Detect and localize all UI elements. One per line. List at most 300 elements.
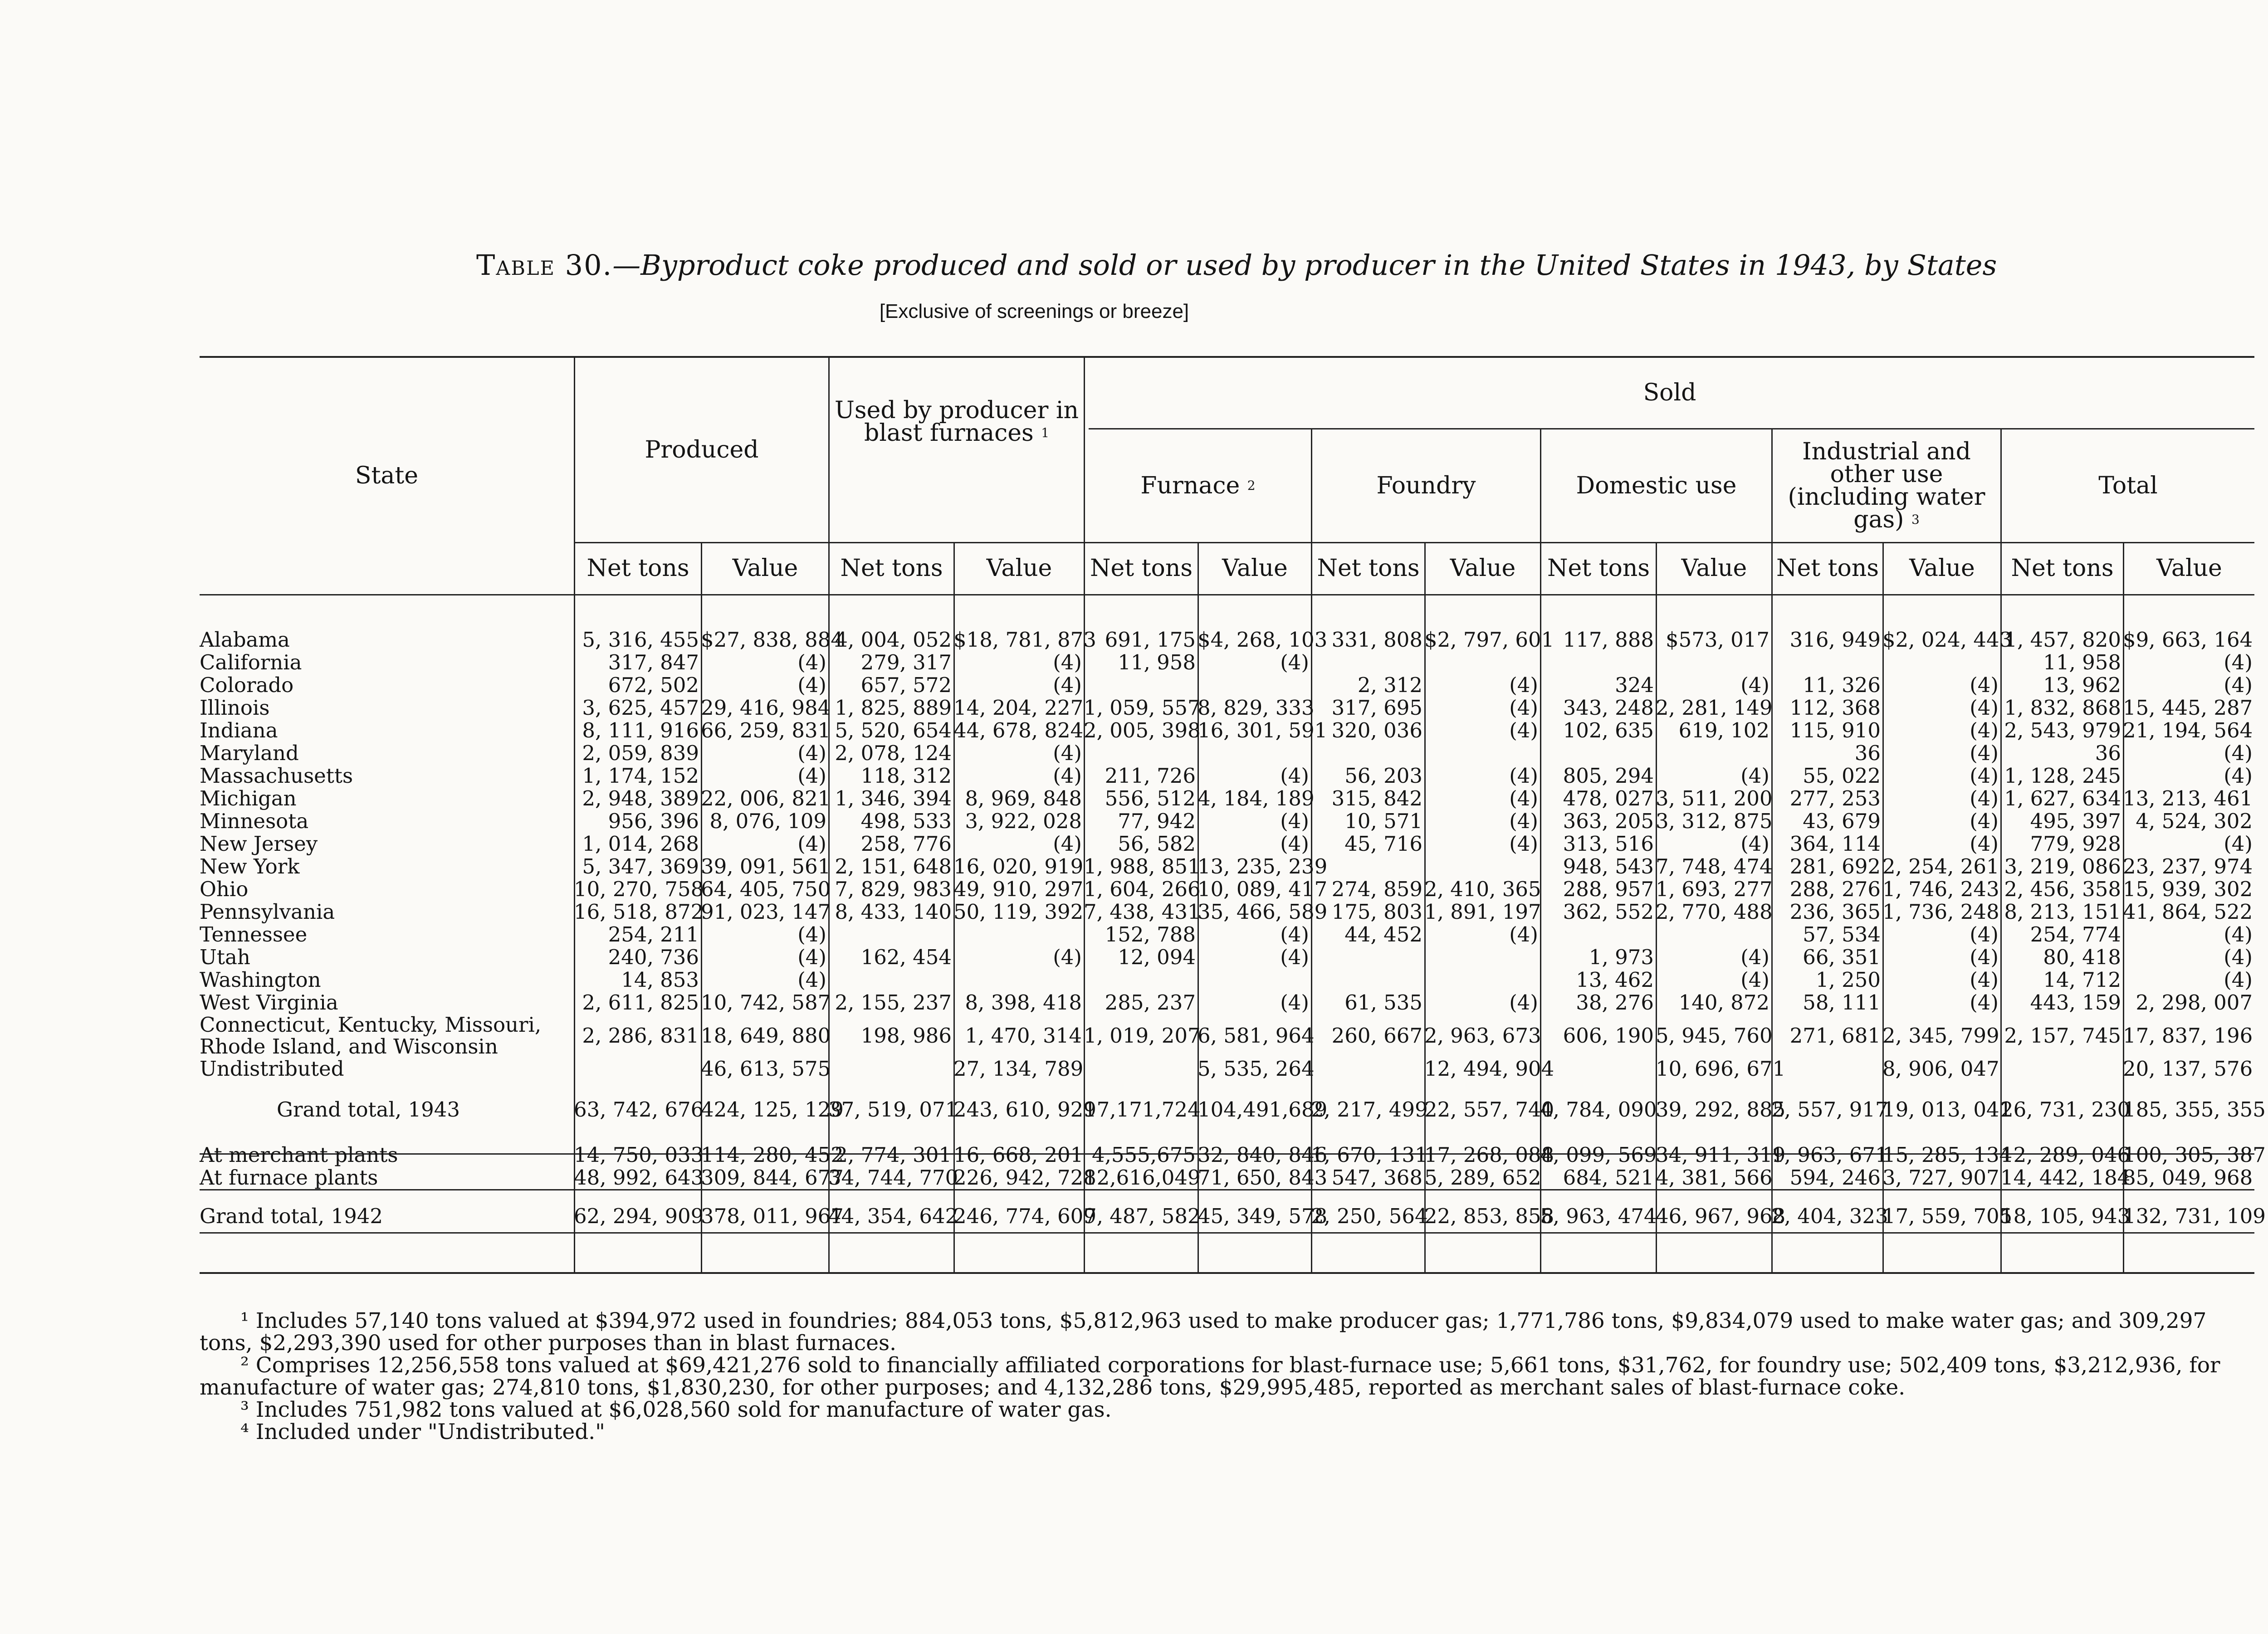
value-cell: 71, 650, 843 [1198,1166,1328,1190]
value-cell: (4) [2224,968,2253,992]
value-cell: 2, 151, 648 [835,854,952,878]
value-cell: 36 [2095,741,2121,765]
spacer-row [200,1189,2254,1205]
value-cell: 112, 368 [1789,696,1881,720]
footnote-1: ¹ Includes 57,140 tons valued at $394,972 used in foundries; 884,053 tons, $5,812,963 used to make producer gas; 1,771,786 tons, $9,834,079 used to make water gas; and 309,297 tons, $2,293,390 used for other purposes than in blast furnaces. [200,1308,2207,1356]
value-cell: (4) [1509,990,1538,1015]
value-cell: 18, 649, 880 [701,1024,831,1048]
value-cell: 309, 844, 677 [701,1166,844,1190]
state-cell: Ohio [200,877,249,901]
value-cell: (4) [1509,809,1538,833]
table-row [200,946,2254,969]
value-cell: 279, 317 [860,650,952,674]
value-cell: 198, 986 [860,1024,952,1048]
value-cell [953,923,1084,946]
value-cell: 498, 533 [860,809,952,833]
value-cell: 4,555,675 [1091,1143,1196,1167]
value-cell: $2, 024, 443 [1882,628,2013,652]
value-cell: 66, 259, 831 [701,718,831,742]
value-cell: 1, 973 [1589,945,1654,969]
value-cell: 56, 203 [1344,764,1422,788]
table-title [476,249,2028,282]
value-cell: 2, 155, 237 [835,990,952,1015]
value-cell: 100, 305, 387 [2123,1143,2266,1167]
value-cell: 140, 872 [1678,990,1769,1015]
value-cell: 324 [1615,673,1654,697]
table-row [200,855,2254,878]
subheader-net-tons: Net tons [1547,555,1650,582]
value-cell: 1, 627, 634 [2004,786,2121,810]
state-cell: Washington [200,968,321,992]
value-cell: 271, 681 [1789,1024,1881,1048]
header-furnace [1085,430,1311,541]
value-cell: (4) [1509,786,1538,810]
value-cell: 2, 298, 007 [2136,990,2253,1015]
value-cell: 45, 349, 578 [1198,1204,1328,1228]
value-cell: 77, 942 [1118,809,1196,833]
value-cell: 114, 280, 452 [701,1143,844,1167]
value-cell: 8, 111, 916 [582,718,699,742]
value-cell [1084,674,1198,697]
value-cell: 5, 316, 455 [582,628,699,652]
value-cell: $9, 663, 164 [2123,628,2253,652]
state-cell: Colorado [200,673,294,697]
state-cell: Illinois [200,696,270,720]
value-cell: (4) [1740,945,1769,969]
value-cell: (4) [1053,945,1082,969]
value-cell: 50, 119, 392 [953,900,1084,924]
value-cell: 10, 742, 587 [701,990,831,1015]
value-cell: 12, 289, 046 [2000,1143,2131,1167]
value-cell: 17, 837, 196 [2123,1024,2253,1048]
table-row [200,719,2254,742]
value-cell: 1, 250 [1815,968,1881,992]
value-cell: 17, 559, 705 [1882,1204,2013,1228]
value-cell: (4) [1970,764,1999,788]
value-cell: 1, 693, 277 [1656,877,1773,901]
value-cell: 16, 668, 201 [953,1143,1084,1167]
value-cell: 175, 803 [1331,900,1422,924]
state-cell: Pennsylvania [200,900,335,924]
footnote-ref-1: 1 [1041,425,1050,440]
table-row [200,1058,2254,1080]
subheader-value: Value [2156,555,2222,582]
state-cell: Indiana [200,718,278,742]
value-cell: 1, 457, 820 [2004,628,2121,652]
value-cell: 254, 774 [2030,922,2121,946]
value-cell [1771,1058,1882,1080]
value-cell: (4) [1970,922,1999,946]
value-cell: 36 [1854,741,1881,765]
value-cell: 8, 906, 047 [1882,1057,1999,1081]
value-cell: (4) [2224,741,2253,765]
value-cell: (4) [1280,990,1309,1015]
value-cell: (4) [1970,809,1999,833]
value-cell: 657, 572 [860,673,952,697]
value-cell: 15, 285, 134 [1882,1143,2013,1167]
value-cell: 14, 853 [621,968,699,992]
rule-top [200,356,2254,358]
value-cell: 691, 175 [1105,628,1196,652]
value-cell: 288, 957 [1563,877,1654,901]
value-cell: 2, 611, 825 [582,990,699,1015]
table-row [200,629,2254,651]
data-table [200,628,2266,1228]
subheader-net-tons: Net tons [1776,555,1879,582]
value-cell [1540,742,1656,765]
value-cell: 362, 552 [1563,900,1654,924]
value-cell: (4) [1509,764,1538,788]
state-cell: Utah [200,945,250,969]
header-used-by-producer [830,399,1084,476]
value-cell: 55, 022 [1803,764,1881,788]
value-cell: 8, 076, 109 [709,809,826,833]
value-cell [1540,923,1656,946]
value-cell: 320, 036 [1331,718,1422,742]
spacer-cell [200,1121,2254,1144]
value-cell: 162, 454 [860,945,952,969]
value-cell: (4) [1970,786,1999,810]
value-cell: 240, 736 [608,945,699,969]
value-cell: 34, 911, 319 [1656,1143,1786,1167]
value-cell: 45, 716 [1344,832,1422,856]
value-cell [1311,969,1424,991]
value-cell: 948, 543 [1563,854,1654,878]
value-cell: 2, 543, 979 [2004,718,2121,742]
value-cell: 13, 213, 461 [2123,786,2253,810]
spacer-cell [200,1189,2254,1205]
value-cell [1656,651,1771,674]
value-cell [1882,651,2000,674]
value-cell: 115, 910 [1789,718,1881,742]
value-cell: 80, 418 [2043,945,2121,969]
value-cell: 2, 286, 831 [582,1024,699,1048]
value-cell [1311,1058,1424,1080]
table-rows [200,628,2266,1228]
value-cell: (4) [797,741,826,765]
value-cell: 1, 670, 131 [1311,1143,1428,1167]
value-cell: (4) [1970,673,1999,697]
header-total: Total [2098,472,2158,499]
value-cell: 46, 613, 575 [701,1057,831,1081]
header-used-text: Used by producer in blast furnaces [835,397,1079,447]
value-cell: 117, 888 [1563,628,1654,652]
table-row [200,969,2254,991]
value-cell: 4, 099, 569 [1540,1143,1657,1167]
value-cell: 8, 969, 848 [965,786,1082,810]
value-cell: 49, 910, 297 [953,877,1084,901]
subheader-net-tons: Net tons [840,555,943,582]
rule-header-bottom [200,594,2254,595]
value-cell: (4) [1509,832,1538,856]
spacer-cell [200,1080,2254,1098]
value-cell: 672, 502 [608,673,699,697]
value-cell: 363, 205 [1563,809,1654,833]
value-cell: 4, 524, 302 [2136,809,2253,833]
value-cell: 5, 520, 654 [835,718,952,742]
value-cell [2000,1058,2123,1080]
value-cell: 1, 746, 243 [1882,877,1999,901]
value-cell: 1, 825, 889 [835,696,952,720]
value-cell: (4) [1509,718,1538,742]
table-label: Table 30. [476,249,613,282]
value-cell: 2, 059, 839 [582,741,699,765]
value-cell: 44, 678, 824 [953,718,1084,742]
value-cell [1424,946,1540,969]
header-foundry: Foundry [1376,472,1476,499]
value-cell: 57, 534 [1803,922,1881,946]
value-cell: 3, 219, 086 [2004,854,2121,878]
value-cell: (4) [1740,764,1769,788]
state-cell: California [200,650,302,674]
state-cell: Alabama [200,628,290,652]
value-cell: (4) [1053,673,1082,697]
header-domestic: Domestic use [1576,472,1737,499]
table-row [200,1014,2254,1058]
value-cell: 10, 571 [1344,809,1422,833]
value-cell: (4) [797,650,826,674]
value-cell: 2, 948, 389 [582,786,699,810]
value-cell [1084,742,1198,765]
value-cell [1540,651,1656,674]
value-cell: 23, 237, 974 [2123,854,2253,878]
value-cell: (4) [1740,832,1769,856]
value-cell: 12, 094 [1118,945,1196,969]
state-cell: Massachusetts [200,764,353,788]
table-row [200,787,2254,810]
value-cell: 1, 832, 868 [2004,696,2121,720]
value-cell: (4) [2224,922,2253,946]
header-industrial-text: Industrial and other use (including water gas) [1788,438,1985,533]
value-cell: (4) [1280,922,1309,946]
value-cell: 2, 774, 301 [835,1143,952,1167]
value-cell: 2, 410, 365 [1424,877,1541,901]
value-cell: $4, 268, 103 [1198,628,1328,652]
value-cell: 8, 433, 140 [835,900,952,924]
value-cell: (4) [1280,650,1309,674]
value-cell: 317, 695 [1331,696,1422,720]
value-cell: 4, 184, 189 [1198,786,1315,810]
state-cell: West Virginia [200,990,338,1015]
furnace-plants-row [200,1166,2254,1189]
value-cell: 5, 535, 264 [1198,1057,1315,1081]
value-cell: 1, 963, 671 [1771,1143,1888,1167]
value-cell: (4) [1280,764,1309,788]
value-cell: 254, 211 [608,922,699,946]
footnote-ref-3: 3 [1911,512,1920,527]
grand-total-1943-row [200,1098,2254,1121]
value-cell: 41, 864, 522 [2123,900,2253,924]
value-cell: 226, 942, 728 [953,1166,1096,1190]
value-cell: (4) [1053,832,1082,856]
value-cell: (4) [1053,741,1082,765]
value-cell [1424,855,1540,878]
value-cell: 3, 625, 457 [582,696,699,720]
value-cell: 277, 253 [1789,786,1881,810]
value-cell: 1, 470, 314 [965,1024,1082,1048]
subheader-net-tons: Net tons [587,555,689,582]
subheader-value: Value [1681,555,1747,582]
value-cell [1656,923,1771,946]
value-cell: 34, 744, 770 [828,1166,958,1190]
state-cell: Grand total, 1942 [200,1204,383,1228]
value-cell: 29, 416, 984 [701,696,831,720]
value-cell: (4) [1970,990,1999,1015]
value-cell: 12,616,049 [1084,1166,1201,1190]
value-cell: 58, 111 [1803,990,1881,1015]
value-cell: (4) [1970,832,1999,856]
table-row [200,923,2254,946]
value-cell: 22, 557, 740 [1424,1097,1554,1122]
value-cell: 5, 945, 760 [1656,1024,1773,1048]
state-cell: At furnace plants [200,1166,378,1190]
value-cell: 43, 679 [1803,809,1881,833]
value-cell [574,1058,701,1080]
spacer-row [200,1121,2254,1144]
subheader-net-tons: Net tons [2011,555,2114,582]
value-cell: $573, 017 [1665,628,1769,652]
value-cell: (4) [1970,741,1999,765]
value-cell: 19, 013, 041 [1882,1097,2013,1122]
value-cell: 64, 405, 750 [701,877,831,901]
value-cell: 13, 962 [2043,673,2121,697]
value-cell [828,1058,953,1080]
state-cell: Undistributed [200,1057,344,1081]
table-row [200,901,2254,923]
value-cell: 1, 128, 245 [2004,764,2121,788]
value-cell: 104,491,689 [1198,1097,1328,1122]
value-cell: 2, 250, 564 [1311,1204,1428,1228]
value-cell: 16, 518, 872 [574,900,704,924]
value-cell: 2, 078, 124 [835,741,952,765]
value-cell: 15, 445, 287 [2123,696,2253,720]
value-cell: (4) [1740,968,1769,992]
state-cell: Minnesota [200,809,309,833]
value-cell [1311,946,1424,969]
state-cell: Michigan [200,786,297,810]
value-cell: 7, 487, 582 [1084,1204,1201,1228]
value-cell: 16, 020, 919 [953,854,1084,878]
value-cell [1198,742,1311,765]
value-cell: 11, 326 [1803,673,1881,697]
value-cell: 132, 731, 109 [2123,1204,2266,1228]
value-cell: (4) [797,673,826,697]
value-cell: 3, 312, 875 [1656,809,1773,833]
value-cell: 2, 456, 358 [2004,877,2121,901]
value-cell: (4) [1053,650,1082,674]
value-cell: 6, 581, 964 [1198,1024,1315,1048]
value-cell: 39, 091, 561 [701,854,831,878]
spacer-row [200,1080,2254,1098]
value-cell: (4) [797,764,826,788]
value-cell: 2, 281, 149 [1656,696,1773,720]
value-cell: 285, 237 [1105,990,1196,1015]
subheader-net-tons: Net tons [1317,555,1420,582]
value-cell: 26, 731, 230 [2000,1097,2131,1122]
value-cell: 2, 770, 488 [1656,900,1773,924]
value-cell: 91, 023, 147 [701,900,831,924]
value-cell: (4) [1970,945,1999,969]
value-cell: (4) [797,832,826,856]
value-cell: 478, 027 [1563,786,1654,810]
value-cell: 281, 692 [1789,854,1881,878]
table-row [200,674,2254,697]
value-cell: 258, 776 [860,832,952,856]
value-cell: $18, 781, 873 [953,628,1096,652]
table-row [200,765,2254,787]
value-cell [1311,651,1424,674]
value-cell: 495, 397 [2030,809,2121,833]
value-cell: 343, 248 [1563,696,1654,720]
value-cell: 38, 276 [1576,990,1654,1015]
table-row [200,991,2254,1014]
header-produced: Produced [645,436,759,463]
value-cell: 4, 004, 052 [835,628,952,652]
subheader-value: Value [1450,555,1516,582]
footnote-ref-2: 2 [1247,478,1256,493]
value-cell [828,969,953,991]
table-row [200,697,2254,719]
value-cell: 46, 967, 968 [1656,1204,1786,1228]
value-cell: 8, 398, 418 [965,990,1082,1015]
value-cell: 37, 519, 071 [828,1097,958,1122]
value-cell [1311,855,1424,878]
footnote-2: ² Comprises 12,256,558 tons valued at $69,421,276 sold to financially affiliated corporations for blast-furnace use; 5,661 tons, $31,762, for foundry use; 502,409 tons, $3,212,936, for manufacture of water gas; 274,810 tons, $1,830,230, for other purposes; and 4,132,286 tons, $29,995,485, reported as merchant sales of blast-furnace coke. [200,1353,2220,1400]
rule-table-bottom [200,1272,2254,1274]
value-cell: (4) [1740,673,1769,697]
value-cell: 48, 992, 643 [574,1166,704,1190]
header-state: State [355,462,419,489]
value-cell: 1, 346, 394 [835,786,952,810]
value-cell: 2, 005, 398 [1084,718,1201,742]
value-cell: 313, 516 [1563,832,1654,856]
value-cell: 85, 049, 968 [2123,1166,2253,1190]
value-cell: 62, 294, 909 [574,1204,704,1228]
header-furnace-text: Furnace [1140,472,1240,499]
subheader-value: Value [1909,555,1975,582]
state-cell: New Jersey [200,832,318,856]
value-cell: 236, 365 [1789,900,1881,924]
value-cell: 1, 736, 248 [1882,900,1999,924]
value-cell: 243, 610, 929 [953,1097,1096,1122]
subheader-value: Value [986,555,1052,582]
value-cell: 10, 089, 417 [1198,877,1328,901]
value-cell: 5, 289, 652 [1424,1166,1541,1190]
value-cell: 594, 246 [1789,1166,1881,1190]
state-cell: Tennessee [200,922,308,946]
value-cell: (4) [1280,832,1309,856]
state-cell: Connecticut, Kentucky, Missouri, Rhode Island, and Wisconsin [200,1013,542,1058]
table-row [200,878,2254,901]
value-cell: 316, 949 [1789,628,1881,652]
value-cell [1311,742,1424,765]
footnote-4: ⁴ Included under "Undistributed." [240,1419,605,1444]
value-cell: 10, 270, 758 [574,877,704,901]
value-cell: 1, 174, 152 [582,764,699,788]
value-cell: 443, 159 [2030,990,2121,1015]
value-cell: 13, 462 [1576,968,1654,992]
value-cell: (4) [1280,809,1309,833]
subheader-net-tons: Net tons [1090,555,1193,582]
value-cell: 331, 808 [1331,628,1422,652]
table-subtitle: [Exclusive of screenings or breeze] [879,300,1189,322]
value-cell [1656,742,1771,765]
value-cell: 27, 134, 789 [953,1057,1084,1081]
value-cell: 13, 235, 239 [1198,854,1328,878]
value-cell: 3, 511, 200 [1656,786,1773,810]
value-cell [1771,651,1882,674]
value-cell: 14, 442, 184 [2000,1166,2131,1190]
